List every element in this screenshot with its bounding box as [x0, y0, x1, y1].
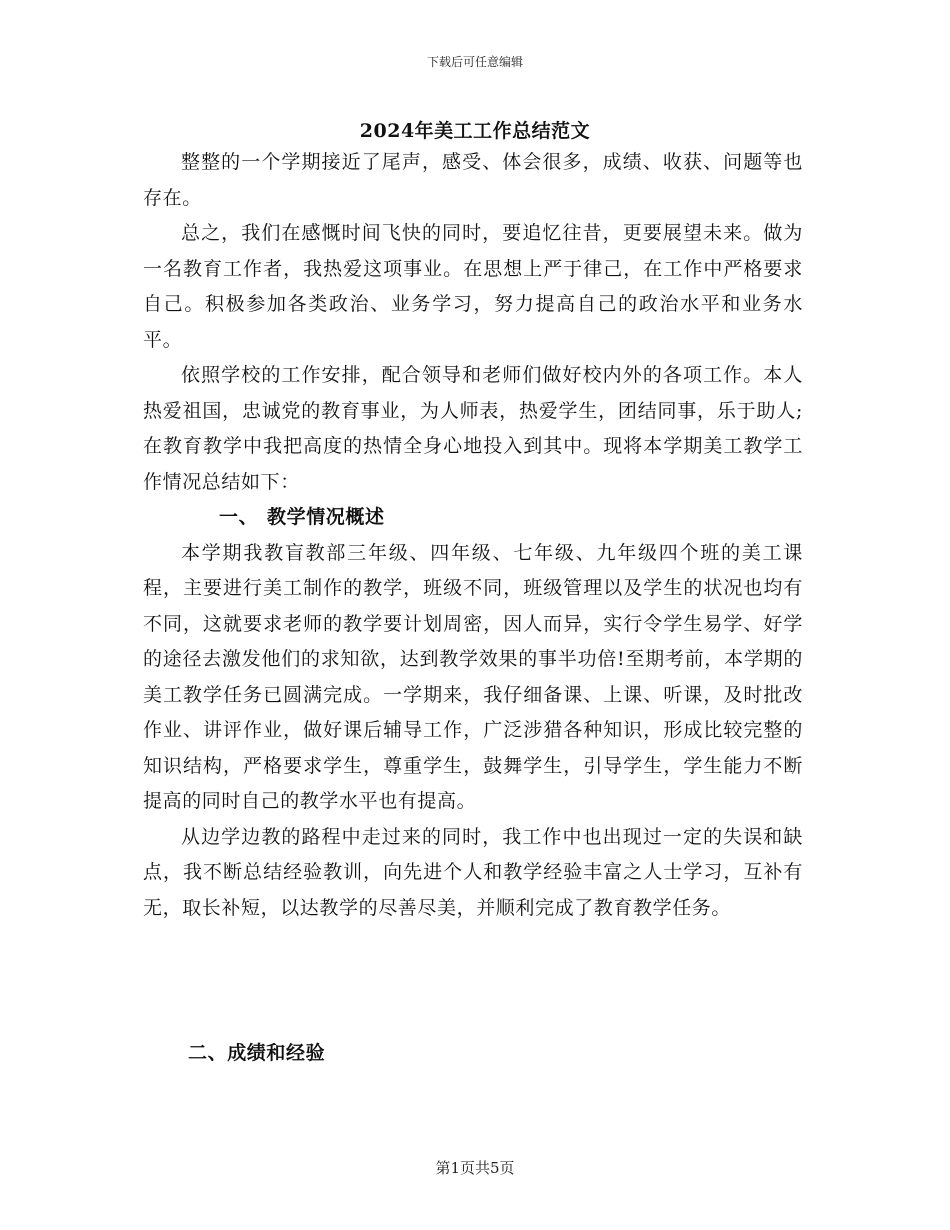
document-body — [143, 145, 803, 926]
paragraph: 本学期我教盲教部三年级、四年级、七年级、九年级四个班的美工课程，主要进行美工制作的教学，班级不同，班级管理以及学生的状况也均有不同，这就要求老师的教学要计划周密，因人而异，实行令学生易学、好学的途径去激发他们的求知欲，达到教学效果的事半功倍!至期考前，本学期的美工教学任务已圆满完成。一学期来，我仔细备课、上课、听课，及时批改作业、讲评作业，做好课后辅导工作，广泛涉猎各种知识，形成比较完整的知识结构，严格要求学生，尊重学生，鼓舞学生，引导学生，学生能力不断提高的同时自己的教学水平也有提高。 — [143, 541, 803, 812]
document-title: 2024年美工工作总结范文 — [359, 120, 591, 142]
section-heading-2: 二、成绩和经验 — [188, 1042, 326, 1064]
page-header-note: 下载后可任意编辑 — [426, 55, 523, 69]
paragraph: 整整的一个学期接近了尾声，感受、体会很多，成绩、收获、问题等也存在。 — [143, 151, 803, 209]
paragraph: 依照学校的工作安排，配合领导和老师们做好校内外的各项工作。本人热爱祖国，忠诚党的教育事业，为人师表，热爱学生，团结同事，乐于助人;在教育教学中我把高度的热情全身心地投入到其中。现将本学期美工教学工作情况总结如下： — [143, 364, 803, 493]
section-heading-1 — [143, 500, 803, 536]
paragraph: 从边学边教的路程中走过来的同时，我工作中也出现过一定的失误和缺点，我不断总结经验教训，向先进个人和教学经验丰富之人士学习，互补有无，取长补短，以达教学的尽善尽美，并顺利完成了教育教学任务。 — [143, 825, 803, 919]
section-number: 一、 — [219, 506, 259, 528]
page-number: 第1页共5页 — [435, 1159, 515, 1177]
paragraph: 总之，我们在感慨时间飞快的同时，要追忆往昔，更要展望未来。做为一名教育工作者，我热爱这项事业。在思想上严于律己，在工作中严格要求自己。积极参加各类政治、业务学习，努力提高自己的政治水平和业务水平。 — [143, 222, 803, 351]
section-title: 教学情况概述 — [267, 506, 385, 528]
